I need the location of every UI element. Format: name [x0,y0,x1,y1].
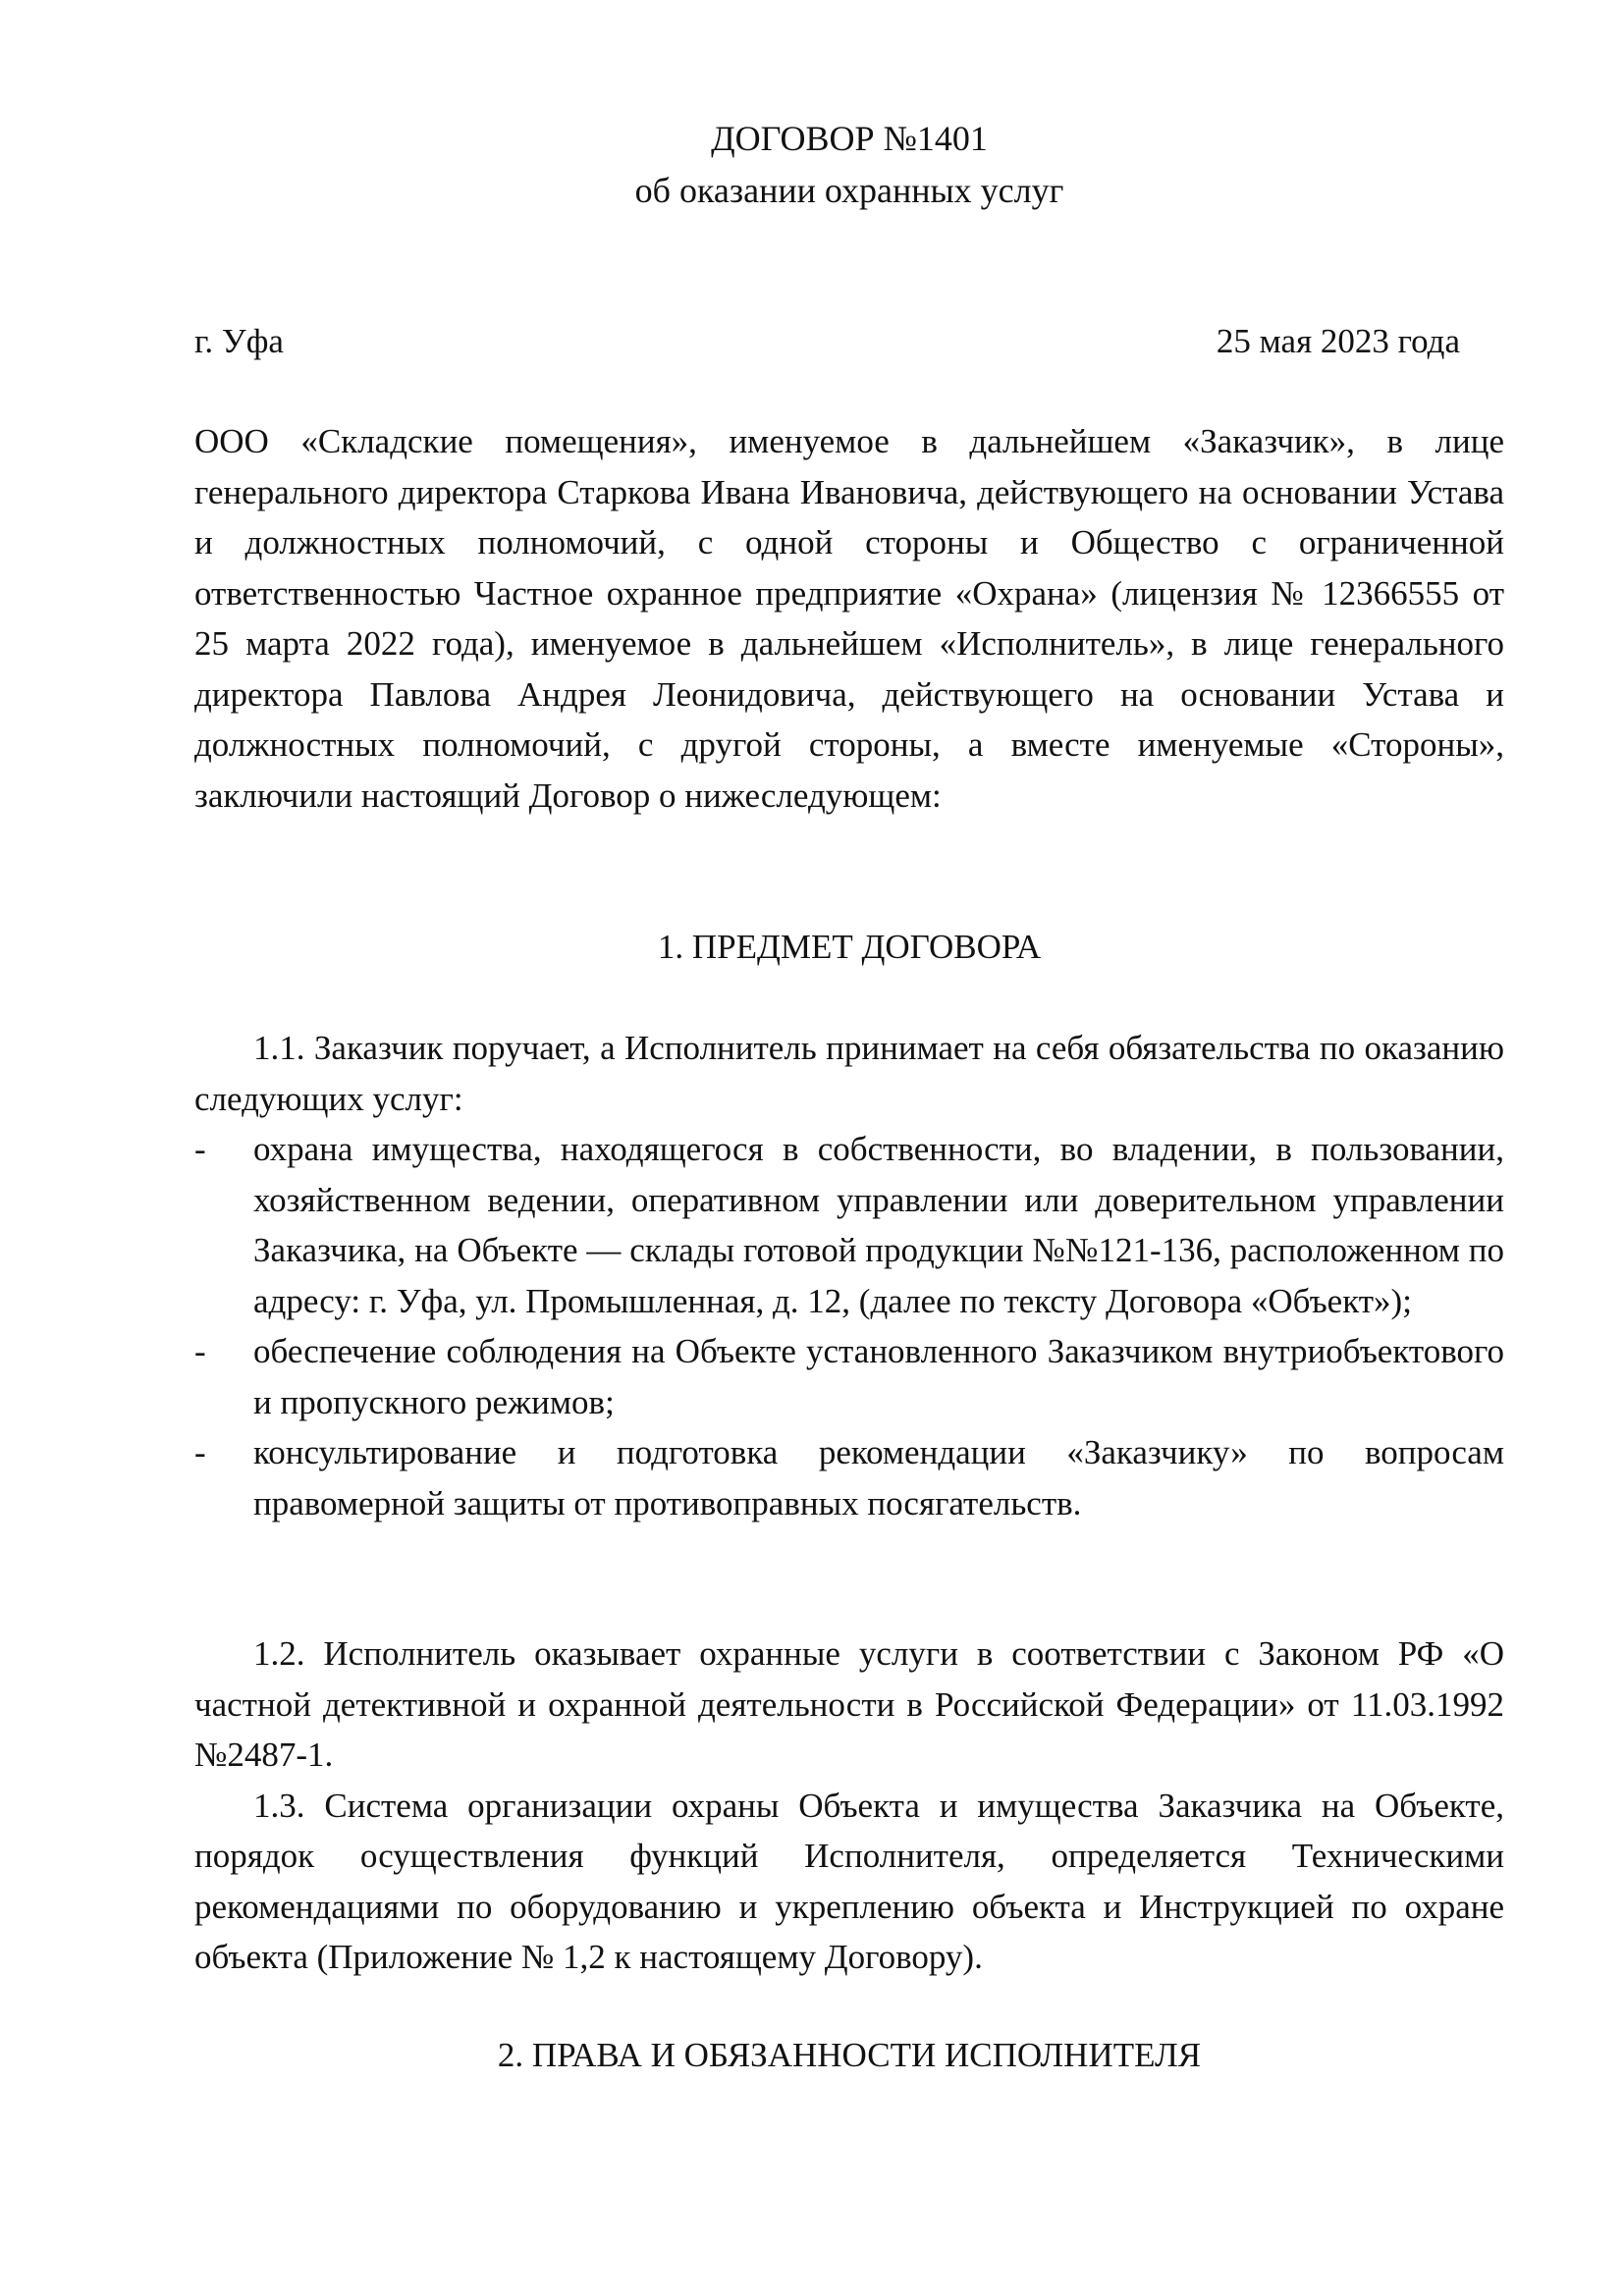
contract-subtitle: об оказании охранных услуг [634,171,1064,210]
contract-title: ДОГОВОР №1401 [711,119,988,158]
clause-1-2: 1.2. Исполнитель оказывает охранные услуги в соответствии с Законом РФ «О частной детективной и охранной деятельности в Российской Федерации» от 11.03.1992 №2487-1. [194,1634,1504,1774]
intro-paragraph: ООО «Складские помещения», именуемое в дальнейшем «Заказчик», в лице генерального директора Старкова Ивана Ивановича, действующего на основании Устава и должностных полномочий, с одной стороны и Общество с ограниченной ответственностью Частное охранное предприятие «Охрана» (лицензия № 12366555 от 25 марта 2022 года), именуемое в дальнейшем «Исполнитель», в лице генерального директора Павлова Андрея Леонидовича, действующего на основании Устава и должностных полномочий, с другой стороны, а вместе именуемые «Стороны», заключили настоящий Договор о нижеследующем: [194,422,1504,815]
clause-1-2-1-3-block [194,1629,1504,1983]
service-item-text: охрана имущества, находящегося в собственности, во владении, в пользовании, хозяйственном ведении, оперативном управлении или доверительном управлении Заказчика, на Объекте — склады готовой продукции №№121-136, расположенном по адресу: г. Уфа, ул. Промышленная, д. 12, (далее по тексту Договора «Объект»); [253,1130,1504,1320]
service-item-text: обеспечение соблюдения на Объекте установленного Заказчиком внутриобъектового и пропускного режимов; [253,1332,1504,1421]
bullet-dash: - [194,1130,206,1168]
list-item [194,1124,1504,1326]
list-item [194,1326,1504,1427]
list-item [194,1427,1504,1528]
contract-place: г. Уфа [194,322,284,360]
service-item-text: консультирование и подготовка рекомендации «Заказчику» по вопросам правомерной защиты от противоправных посягательств. [253,1433,1504,1522]
services-list [194,1124,1504,1528]
clause-1-1: 1.1. Заказчик поручает, а Исполнитель принимает на себя обязательства по оказанию следующих услуг: [194,1029,1504,1118]
document-page [194,0,1504,2296]
section-1-heading: 1. ПРЕДМЕТ ДОГОВОРА [657,928,1042,966]
section-2-heading: 2. ПРАВА И ОБЯЗАННОСТИ ИСПОЛНИТЕЛЯ [497,2036,1202,2074]
clause-1-3: 1.3. Система организации охраны Объекта и имущества Заказчика на Объекте, порядок осуществления функций Исполнителя, определяется Техническими рекомендациями по оборудованию и укреплению объекта и Инструкцией по охране объекта (Приложение № 1,2 к настоящему Договору). [194,1786,1504,1976]
bullet-dash: - [194,1332,206,1370]
bullet-dash: - [194,1433,206,1471]
clause-1-1-block [194,1023,1504,1528]
contract-date: 25 мая 2023 года [1216,322,1460,360]
